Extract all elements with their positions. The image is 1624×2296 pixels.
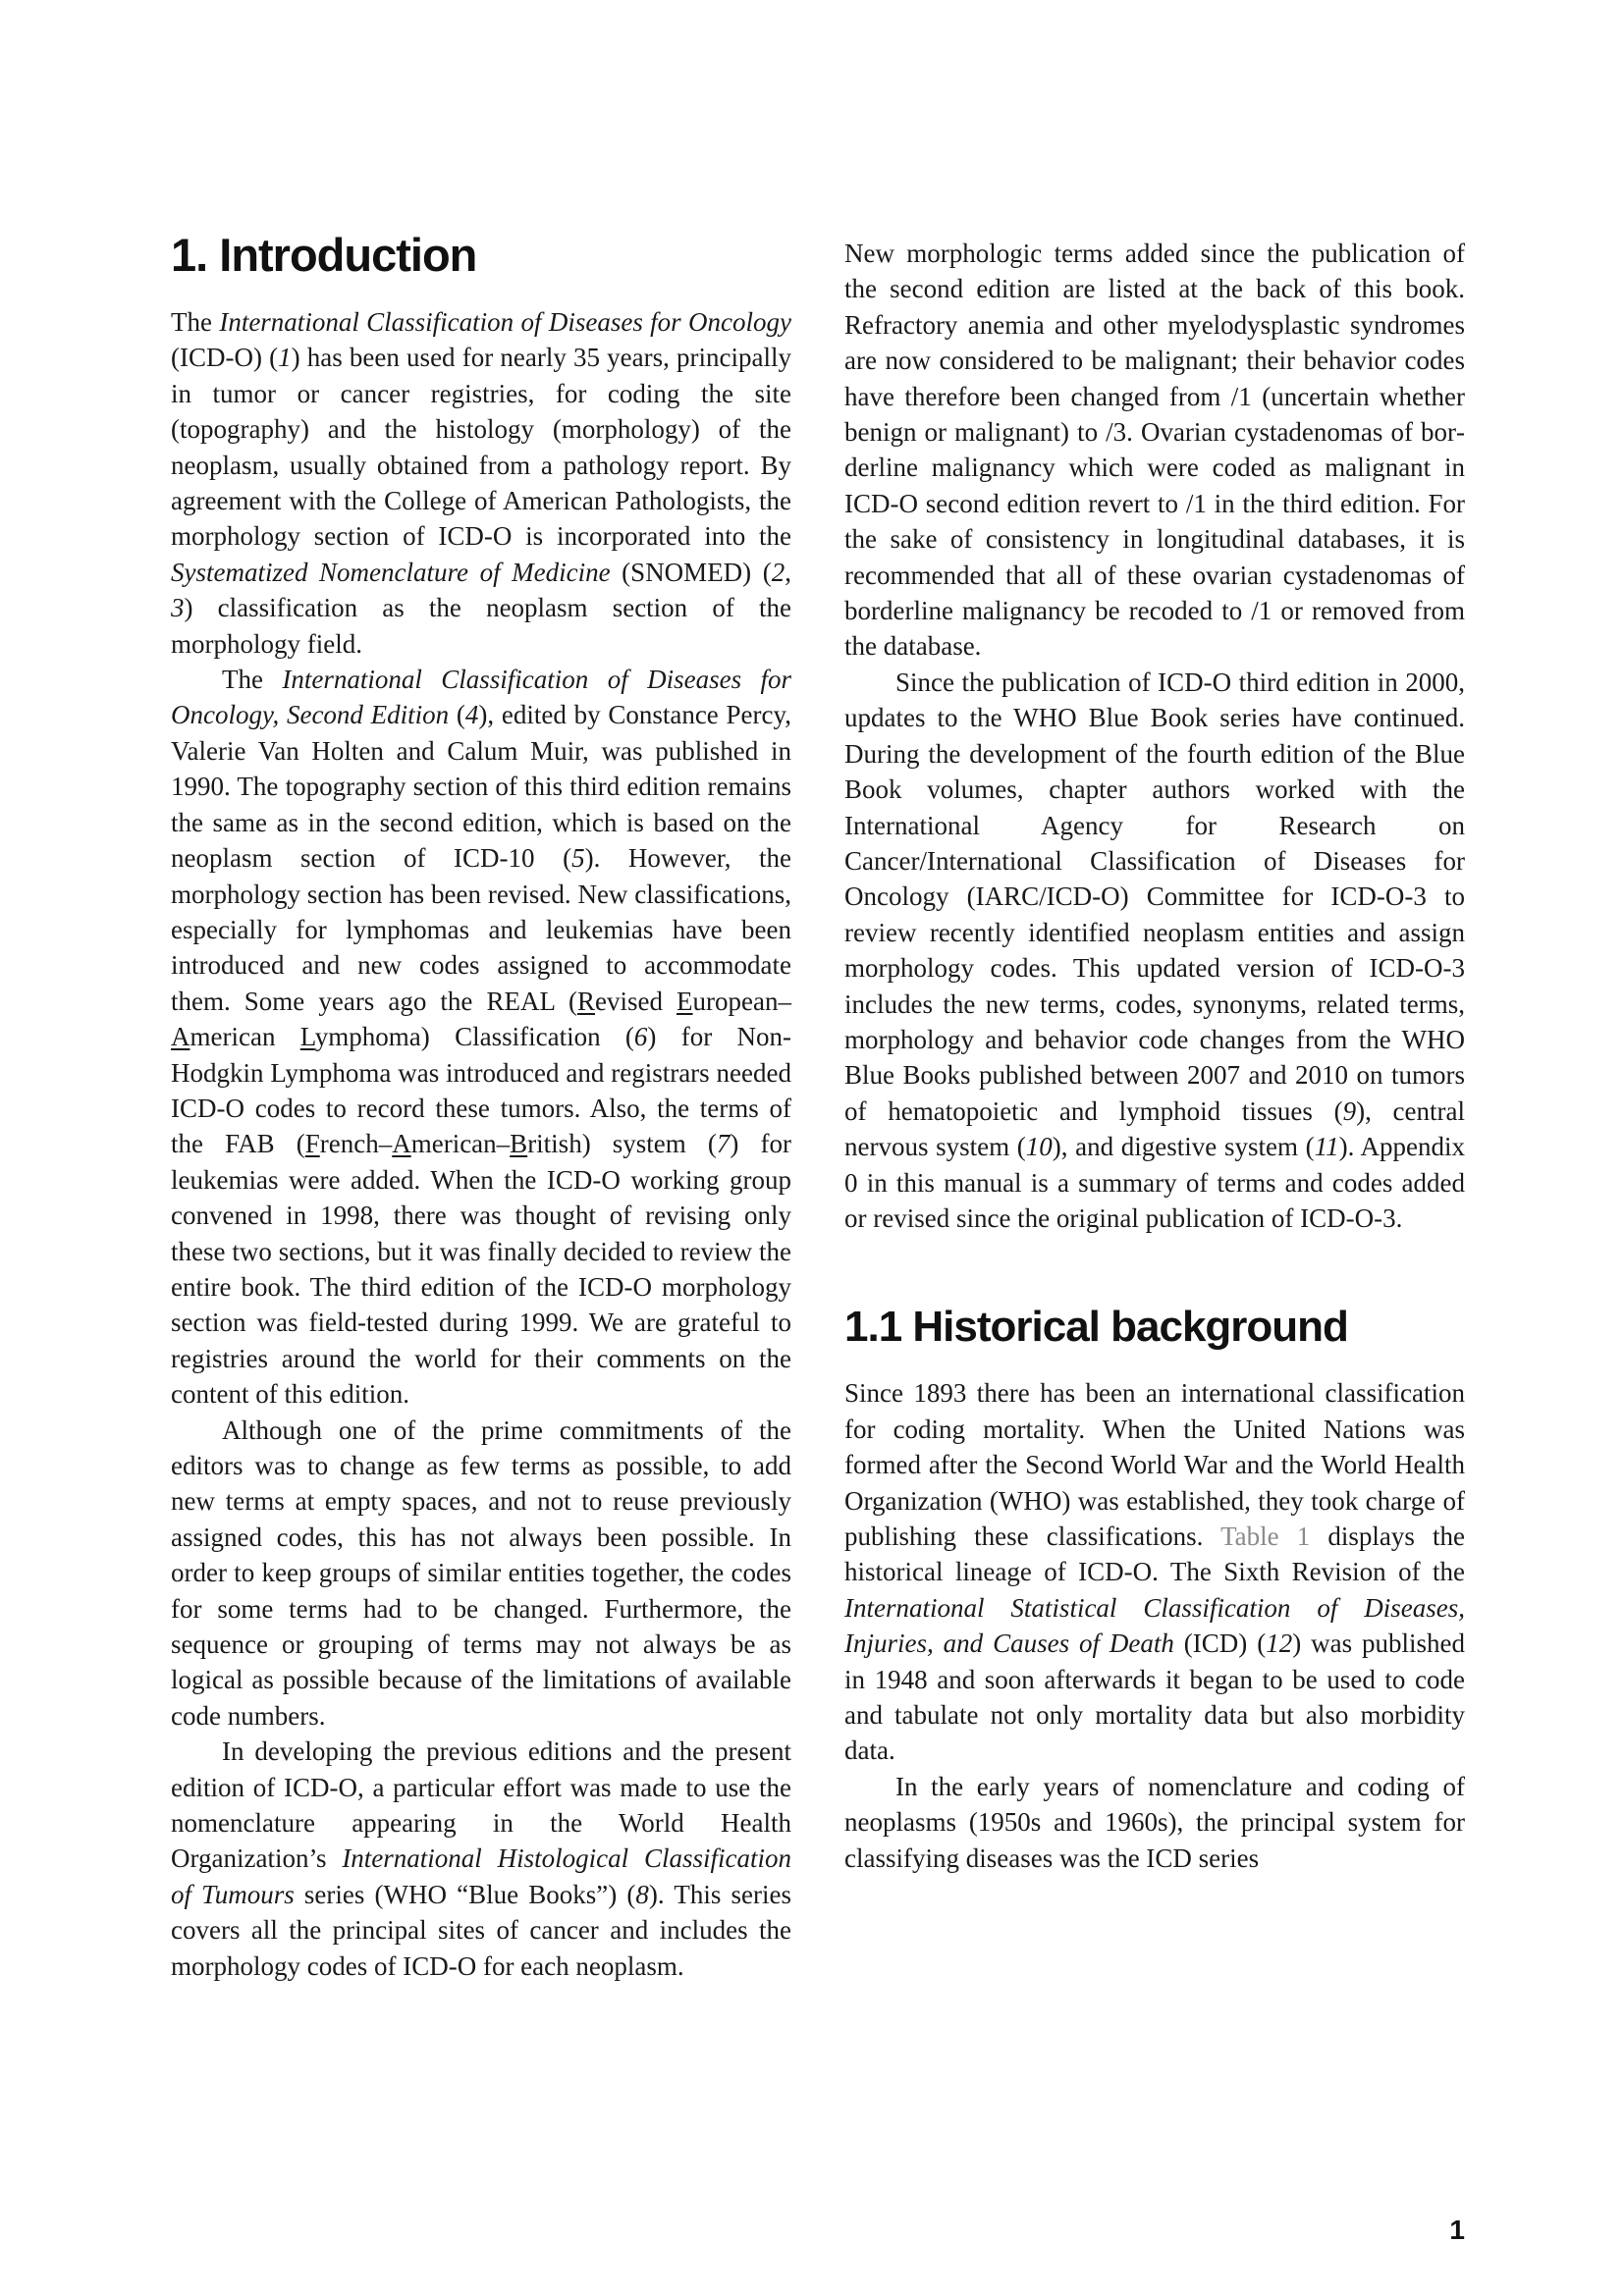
- paragraph: Since the publication of ICD-O third edition in 2000, updates to the WHO Blue Book series have continued. During the development of the fourth edition of the Blue Book volumes, chapter authors worked with the International Agency for Research on Cancer/International Classification of Diseases for Oncology (IARC/ICD-O) Committee for ICD-O-3 to review recently identified neoplasm entities and assign morphology codes. This updated version of ICD-O-3 includes the new terms, codes, synonyms, related terms, morphology and behavior code changes from the WHO Blue Books published between 2007 and 2010 on tumors of hematopoietic and lymphoid tissues (9), central nervous system (10), and digestive system (11). Appendix 0 in this manual is a summary of terms and codes added or revised since the original publication of ICD-O-3.: [844, 667, 1465, 1233]
- paragraph: Although one of the prime commitments of the editors was to change as few terms as possible, to add new terms at empty spaces, and not to reuse previously assigned codes, this has not always been possible. In order to keep groups of similar entities together, the codes for some terms had to be changed. Furthermore, the sequence or grouping of terms may not always be as logical as possible because of the limitations of available code numbers.: [171, 1415, 791, 1731]
- italic-text: 9: [1342, 1095, 1357, 1126]
- italic-text: 11: [1314, 1132, 1339, 1162]
- italic-text: Systematized Nomenclature of Medicine: [171, 557, 611, 587]
- paragraph: In the early years of nomenclature and coding of neoplasms (1950s and 1960s), the principal system for classifying diseases was the ICD series: [844, 1771, 1465, 1873]
- page-number: 1: [1449, 2215, 1465, 2245]
- underlined-letter: L: [299, 1022, 315, 1052]
- underlined-letter: F: [304, 1129, 320, 1159]
- paragraph: The International Classification of Diseases for Oncology (ICD-O) (1) has been used for nearly 35 years, principally in tumor or cancer registries, for coding the site (topography) and the histology (morphology) of the neoplasm, usually obtained from a pathology report. By agreement with the College of American Pathologists, the morphology section of ICD-O is incorporated into the Systematized Nomenclature of Medicine (SNOMED) (2, 3) classification as the neoplasm section of the morphology field.: [171, 307, 791, 659]
- italic-text: 7: [716, 1129, 731, 1159]
- underlined-letter: A: [392, 1129, 411, 1159]
- italic-text: International Classification of Diseases for Oncology: [219, 307, 791, 337]
- italic-text: 10: [1025, 1132, 1053, 1162]
- left-column: [171, 228, 791, 1984]
- underlined-letter: B: [510, 1129, 528, 1159]
- table-reference-link[interactable]: Table 1: [1220, 1522, 1311, 1551]
- paragraph: Since 1893 there has been an international classification for coding mortality. When the United Nations was formed after the Second World War and the World Health Organization (WHO) was established, they took charge of publishing these classifications. Table 1 displays the historical lineage of ICD-O. The Sixth Revision of the International Statistical Classification of Diseases, Injuries, and Causes of Death (ICD) (12) was published in 1948 and soon afterwards it began to be used to code and tabulate not only mortality data but also morbidity data.: [844, 1378, 1465, 1766]
- underlined-letter: R: [576, 986, 595, 1016]
- paragraph: New morphologic terms added since the publication of the second edition are listed at the back of this book. Refractory anemia and other myelodysplastic syndromes are now considered to be malignant; their behavior codes have therefore been changed from /1 (uncertain whether benign or malignant) to /3. Ovarian cystadenomas of borderline malignancy which were coded as malignant in ICD-O second edition revert to /1 in the third edition. For the sake of consistency in longitudinal databases, it is recommended that all of these ovarian cystadenomas of borderline malignancy be recoded to /1 or removed from the database.: [844, 239, 1465, 662]
- paragraph: The International Classification of Diseases for Oncology, Second Edition (4), edited by Constance Percy, Valerie Van Holten and Calum Muir, was published in 1990. The topography section of this third edition remains the same as in the second edition, which is based on the neoplasm section of ICD-10 (5). However, the morphology section has been revised. New classifications, especially for lymphomas and leukemias have been introduced and new codes assigned to accommodate them. Some years ago the REAL (Revised European–American Lymphoma) Classification (6) for Non-Hodgkin Lymphoma was introduced and registrars needed ICD-O codes to record these tumors. Also, the terms of the FAB (French–American–British) system (7) for leukemias were added. When the ICD-O working group convened in 1998, there was thought of revising only these two sections, but it was finally decided to review the entire book. The third edition of the ICD-O morphology section was field-tested during 1999. We are grateful to registries around the world for their comments on the content of this edition.: [171, 665, 791, 1410]
- italic-text: 4: [464, 700, 479, 730]
- paragraph: In developing the previous editions and the present edition of ICD-O, a particular effort was made to use the nomenclature appearing in the World Health Organization’s International Histological Classification of Tumours series (WHO “Blue Books”) (8). This series covers all the principal sites of cancer and includes the morphology codes of ICD-O for each neoplasm.: [171, 1736, 791, 1981]
- right-column: [844, 236, 1465, 1876]
- italic-text: 5: [571, 843, 585, 874]
- italic-text: International Histological Classification of Tumours: [171, 1843, 791, 1909]
- italic-text: 2: [771, 557, 785, 587]
- italic-text: International Classification of Diseases for Oncology, Second Edition: [171, 665, 791, 730]
- italic-text: 1: [278, 343, 292, 373]
- italic-text: 8: [635, 1879, 649, 1909]
- introduction-heading: 1. Introduction: [171, 229, 477, 281]
- italic-text: 12: [1266, 1629, 1293, 1659]
- italic-text: International Statistical Classification of Diseases, Injuries, and Causes of Death: [844, 1592, 1465, 1659]
- underlined-letter: E: [677, 986, 693, 1016]
- underlined-letter: A: [171, 1022, 190, 1052]
- historical-background-heading: 1.1 Historical background: [844, 1303, 1348, 1352]
- italic-text: 6: [633, 1022, 648, 1052]
- italic-text: 3: [171, 593, 185, 623]
